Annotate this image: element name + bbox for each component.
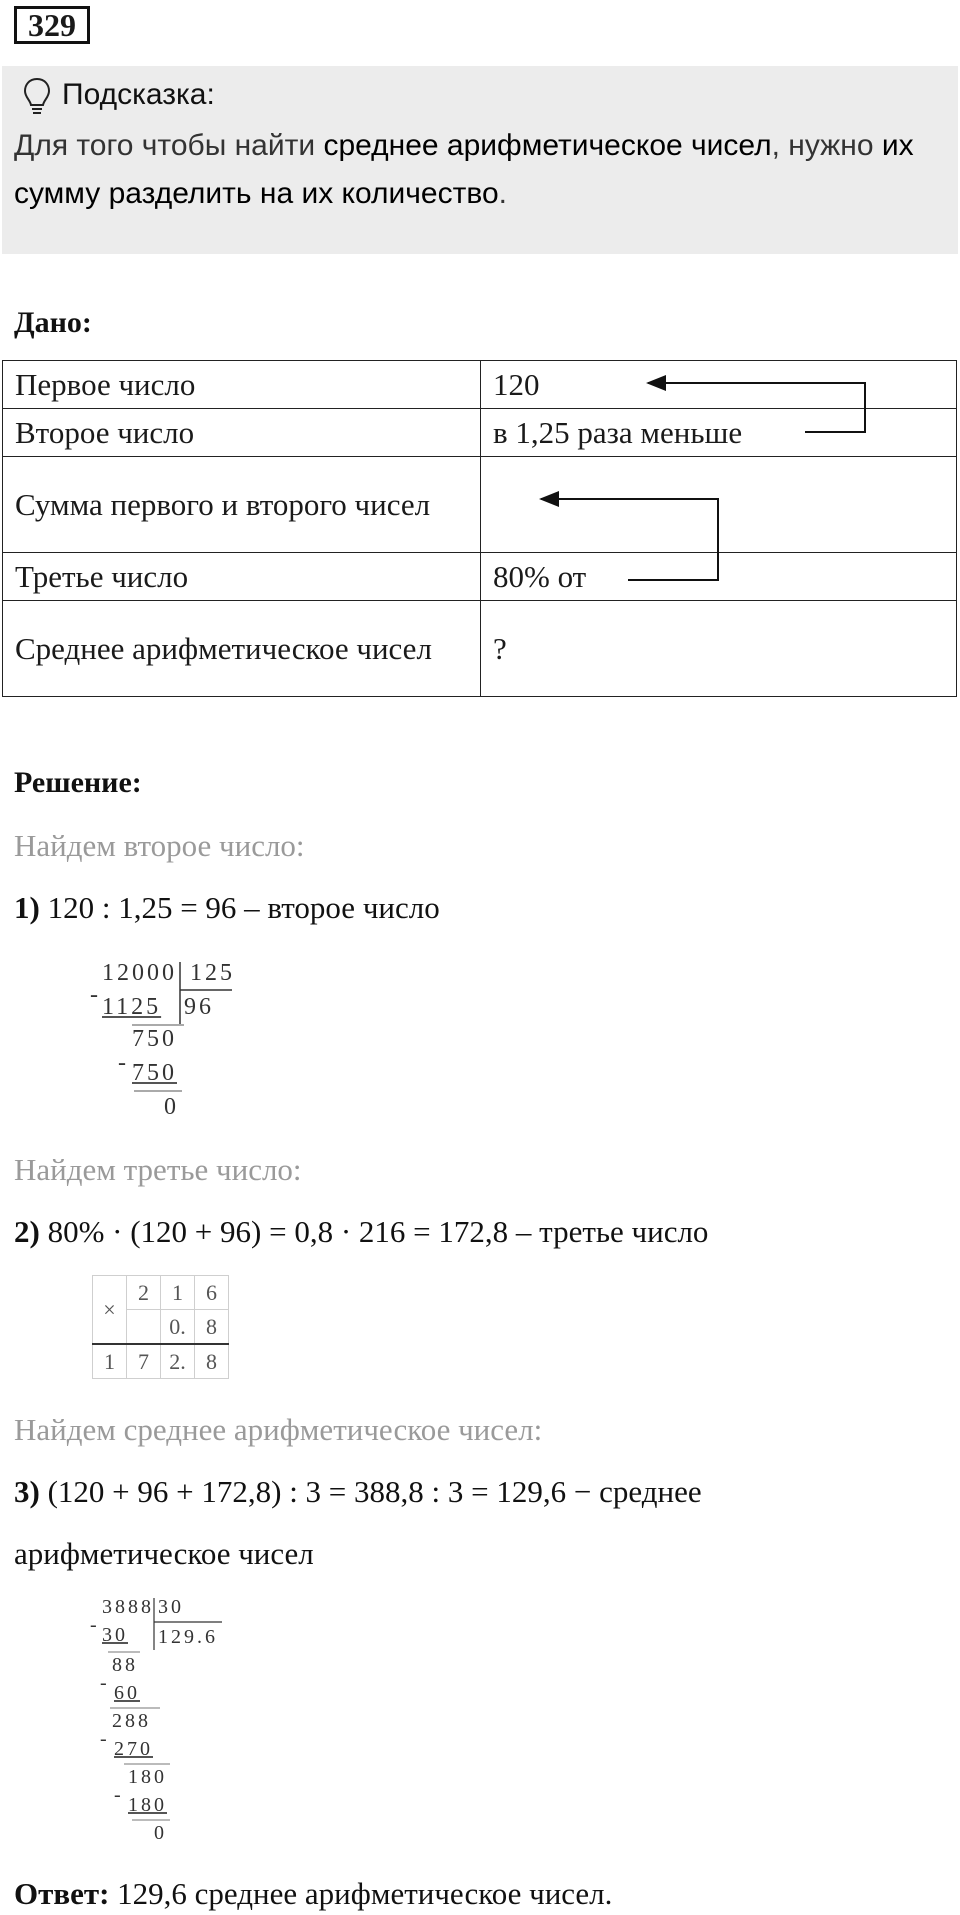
row-value: ?	[481, 601, 957, 697]
remainder: 750	[132, 1026, 177, 1052]
subtrahend-value: 180	[128, 1794, 167, 1816]
remainder: 0	[154, 1822, 167, 1844]
grid-cell: 6	[195, 1276, 229, 1310]
hint-text-part: , нужно	[771, 129, 882, 162]
row-value: 120	[481, 361, 957, 409]
row-label: Второе число	[3, 409, 481, 457]
remainder: 0	[164, 1094, 179, 1120]
row-value: 80% от	[481, 553, 957, 601]
step2-title: Найдем третье число:	[14, 1152, 302, 1187]
answer	[14, 1876, 612, 1912]
grid-cell: 1	[93, 1344, 127, 1379]
quotient: 96	[184, 994, 214, 1020]
grid-cell: 8	[195, 1344, 229, 1379]
minus-sign: -	[90, 982, 101, 1008]
answer-label: Ответ:	[14, 1876, 110, 1911]
remainder: 288	[112, 1710, 151, 1732]
divisor: 30	[158, 1596, 184, 1618]
step-number: 1)	[14, 890, 40, 925]
grid-cell: 7	[127, 1344, 161, 1379]
step3-continued: арифметическое чисел	[14, 1536, 314, 1571]
hint-emphasis: их сумму разделить на их количество	[14, 129, 914, 210]
subtrahend-value: 270	[114, 1738, 153, 1760]
row-value: в 1,25 раза меньше	[481, 409, 957, 457]
minus-sign: -	[118, 1050, 129, 1076]
step1-title: Найдем второе число:	[14, 828, 305, 863]
division-lines	[0, 0, 260, 1900]
given-heading: Дано:	[14, 306, 92, 339]
grid-cell: 2.	[161, 1344, 195, 1379]
step-number: 3)	[14, 1474, 40, 1509]
minus-sign: -	[90, 1614, 100, 1636]
step-text: (120 + 96 + 172,8) : 3 = 388,8 : 3 = 129,6 − среднее	[39, 1474, 702, 1509]
hint-title: Подсказка:	[62, 78, 215, 111]
hint-text-part: .	[498, 177, 507, 210]
step-text: 120 : 1,25 = 96 – второе число	[39, 890, 440, 925]
row-label: Третье число	[3, 553, 481, 601]
quotient: 129.6	[158, 1626, 218, 1648]
step-number: 2)	[14, 1214, 40, 1249]
grid-cell: 8	[195, 1310, 229, 1345]
remainder: 180	[128, 1766, 167, 1788]
solution-heading: Решение:	[14, 766, 142, 799]
subtrahend-value: 60	[114, 1682, 140, 1704]
hint-text-part: Для того чтобы найти	[14, 129, 324, 162]
subtrahend-value: 750	[132, 1060, 177, 1086]
step3-title: Найдем среднее арифметическое чисел:	[14, 1412, 543, 1447]
answer-text: 129,6 среднее арифметическое чисел.	[109, 1876, 613, 1911]
hint-emphasis: среднее арифметическое чисел	[323, 129, 772, 162]
row-label: Среднее арифметическое чисел	[3, 601, 481, 697]
row-value	[481, 457, 957, 553]
grid-cell: 1	[161, 1276, 195, 1310]
task-number: 329	[14, 6, 90, 44]
step-text: 80% · (120 + 96) = 0,8 · 216 = 172,8 – третье число	[39, 1214, 709, 1249]
subtrahend-value: 1125	[102, 994, 162, 1020]
multiply-sign: ×	[93, 1276, 127, 1345]
subtrahend-value: 30	[102, 1624, 128, 1646]
minus-sign: -	[100, 1728, 110, 1750]
minus-sign: -	[100, 1672, 110, 1694]
divisor: 125	[190, 960, 235, 986]
dividend: 3888	[102, 1596, 154, 1618]
row-label: Первое число	[3, 361, 481, 409]
grid-cell: 0.	[161, 1310, 195, 1345]
grid-cell: 2	[127, 1276, 161, 1310]
remainder: 88	[112, 1654, 138, 1676]
row-label: Сумма первого и второго чисел	[3, 457, 481, 553]
minus-sign: -	[114, 1784, 124, 1806]
dividend: 12000	[102, 960, 177, 986]
